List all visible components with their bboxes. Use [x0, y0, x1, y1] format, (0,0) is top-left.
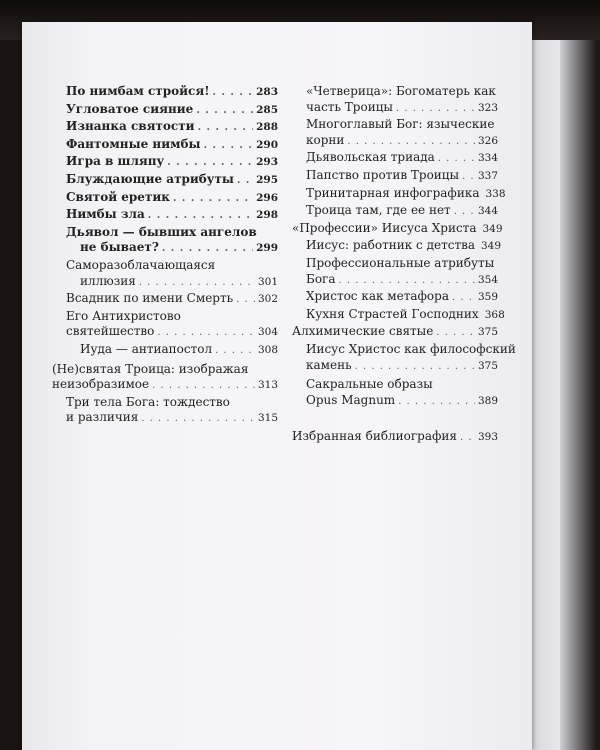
toc-entry — [66, 154, 278, 171]
entry-page: 389 — [477, 394, 498, 407]
entry-page: 337 — [477, 169, 498, 182]
entry-page: 298 — [256, 209, 278, 222]
leader-dots — [347, 134, 475, 150]
toc-right-column — [292, 84, 516, 446]
entry-title: Его Антихристово — [66, 308, 181, 323]
leader-dots — [204, 138, 254, 154]
entry-page: 288 — [256, 121, 278, 134]
leader-dots — [162, 241, 253, 257]
toc-entry — [66, 190, 278, 207]
toc-entry — [66, 395, 278, 427]
leader-dots — [355, 359, 475, 375]
leader-dots — [173, 191, 253, 207]
entry-title-cont: и различия — [66, 410, 139, 425]
entry-title-cont: камень — [306, 357, 352, 372]
entry-title-cont: не бывает? — [80, 240, 159, 255]
entry-title: Нимбы зла — [66, 207, 145, 222]
leader-dots — [196, 103, 253, 119]
toc-entry — [66, 172, 278, 189]
entry-page: 313 — [257, 379, 278, 392]
entry-title: Кухня Страстей Господних — [306, 306, 479, 321]
entry-page: 285 — [256, 103, 278, 116]
entry-page: 334 — [477, 152, 498, 165]
leader-dots — [215, 343, 255, 359]
entry-title: Профессиональные атрибуты — [306, 255, 495, 270]
entry-page: 295 — [256, 173, 278, 186]
toc-entry — [66, 342, 278, 359]
book-edge-shadow — [560, 40, 600, 750]
leader-dots — [148, 208, 253, 224]
leader-dots — [212, 85, 253, 101]
leader-dots — [460, 430, 475, 446]
entry-page: 326 — [477, 134, 498, 147]
entry-title: Христос как метафора — [306, 289, 449, 304]
entry-title-cont: корни — [306, 132, 345, 147]
toc-entry — [52, 362, 278, 394]
toc-left-column — [52, 84, 278, 427]
entry-title: «Четверица»: Богоматерь как — [306, 84, 496, 98]
toc-entry — [292, 185, 506, 203]
leader-dots — [462, 169, 475, 185]
entry-title: Сакральные образы — [306, 377, 433, 392]
entry-page: 296 — [256, 191, 278, 204]
entry-title: «Профессии» Иисуса Христа — [292, 220, 477, 235]
leader-dots — [237, 173, 253, 189]
entry-page: 304 — [257, 326, 278, 339]
entry-page: 308 — [257, 343, 278, 356]
entry-page: 354 — [477, 273, 498, 286]
entry-title-cont: Бога — [306, 271, 336, 286]
entry-title: Три тела Бога: тождество — [66, 394, 230, 409]
toc-entry — [66, 309, 278, 341]
toc-entry — [292, 117, 498, 149]
entry-title: (Не)святая Троица: изображая — [52, 361, 249, 376]
entry-title: Иисус: работник с детства — [306, 238, 475, 253]
entry-page: 323 — [477, 101, 498, 114]
entry-title: Дьявол — бывших ангелов — [66, 224, 257, 239]
entry-page: 349 — [481, 240, 502, 253]
entry-title-cont: часть Троицы — [306, 99, 393, 114]
toc-entry — [292, 150, 498, 167]
entry-page: 375 — [477, 359, 498, 372]
entry-title: Всадник по имени Смерть — [66, 291, 234, 306]
entry-title: Игра в шляпу — [66, 154, 165, 169]
toc-entry — [66, 207, 278, 224]
entry-title: Алхимические святые — [292, 324, 434, 339]
toc-entry — [66, 291, 278, 308]
toc-entry — [292, 429, 498, 446]
leader-dots — [438, 151, 475, 167]
entry-page: 344 — [477, 205, 498, 218]
entry-title: Папство против Троицы — [306, 167, 460, 182]
leader-dots — [452, 290, 475, 306]
leader-dots — [198, 120, 254, 136]
toc-entry — [66, 84, 278, 101]
leader-dots — [236, 292, 255, 308]
entry-page: 302 — [257, 293, 278, 306]
toc-entry — [292, 203, 498, 220]
entry-page: 359 — [477, 291, 498, 304]
entry-title: Святой еретик — [66, 189, 170, 204]
entry-page: 290 — [256, 138, 278, 151]
toc-entry — [66, 119, 278, 136]
toc-entry — [292, 289, 498, 306]
entry-title: Изнанка святости — [66, 119, 195, 134]
entry-page: 338 — [485, 187, 506, 200]
toc-entry — [292, 256, 498, 288]
leader-dots — [139, 275, 255, 291]
leader-dots — [167, 155, 253, 171]
entry-title: Избранная библиография — [292, 429, 457, 444]
toc-entry — [292, 84, 498, 116]
leader-dots — [141, 411, 255, 427]
leader-dots — [396, 101, 475, 117]
leader-dots — [454, 204, 475, 220]
toc-entry — [292, 168, 498, 185]
toc-entry — [66, 102, 278, 119]
toc-entry — [66, 137, 278, 154]
entry-title: Угловатое сияние — [66, 101, 194, 116]
entry-page: 283 — [256, 86, 278, 98]
leader-dots — [338, 273, 474, 289]
entry-title: Иуда — антиапостол — [80, 341, 213, 356]
entry-title: Саморазоблачающаяся — [66, 257, 216, 272]
entry-page: 349 — [482, 222, 503, 235]
toc-entry — [66, 225, 278, 257]
toc-entry — [292, 377, 498, 409]
entry-title: По нимбам стройся! — [66, 84, 210, 98]
entry-title: Блуждающие атрибуты — [66, 171, 234, 186]
entry-title-cont: Opus Magnum — [306, 392, 396, 407]
entry-page: 315 — [257, 412, 278, 425]
leader-dots — [157, 325, 255, 341]
entry-title: Тринитарная инфографика — [306, 185, 480, 200]
entry-page: 293 — [256, 156, 278, 169]
entry-title: Иисус Христос как философский — [306, 341, 516, 356]
entry-title: Троица там, где ее нет — [306, 203, 451, 218]
toc-entry — [292, 238, 502, 255]
entry-title: Дьявольская триада — [306, 150, 435, 165]
entry-page: 301 — [257, 275, 278, 288]
entry-page: 299 — [256, 242, 278, 255]
entry-title-cont: неизобразимое — [52, 377, 150, 392]
entry-page: 393 — [477, 431, 498, 444]
toc-entry — [292, 220, 503, 238]
entry-title: Многоглавый Бог: языческие — [306, 117, 495, 132]
entry-page: 368 — [484, 308, 505, 321]
toc-entry — [292, 306, 505, 324]
toc-entry — [292, 324, 498, 341]
toc-entry — [66, 258, 278, 290]
entry-title-cont: святейшество — [66, 324, 155, 339]
entry-title: Фантомные нимбы — [66, 136, 201, 151]
entry-page: 375 — [477, 326, 498, 339]
entry-title-cont: иллюзия — [80, 273, 136, 288]
leader-dots — [436, 325, 475, 341]
leader-dots — [398, 394, 475, 410]
leader-dots — [152, 378, 255, 394]
toc-entry — [292, 341, 516, 374]
